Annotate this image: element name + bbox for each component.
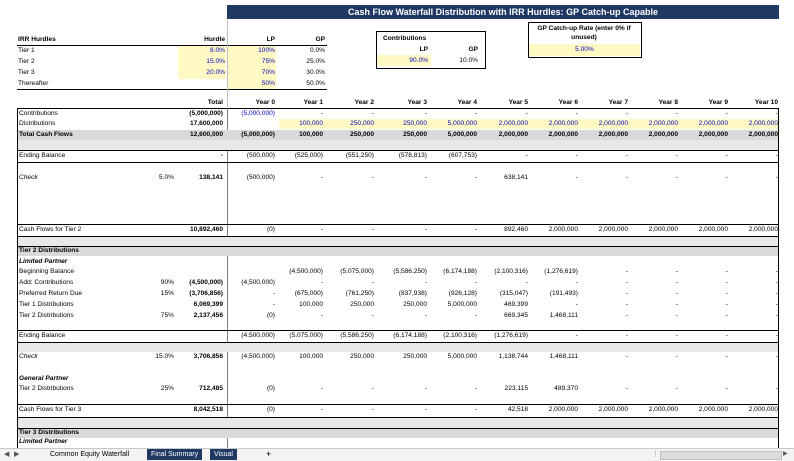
cell-ending2-3: (5,586,250) <box>340 332 374 339</box>
row-label-ending1: Ending Balance <box>19 152 66 159</box>
tier3-header-band <box>18 428 778 438</box>
row-label-prd: Preferred Return Due <box>19 290 83 297</box>
cell-t1d-10: - <box>725 301 728 308</box>
cell-total-7: 2,000,000 <box>548 131 578 138</box>
row-label-contrib: Contributions <box>19 110 58 117</box>
table-left-border <box>17 108 18 448</box>
cell-cft3-2: - <box>320 406 323 413</box>
cell-check1-8: - <box>625 174 628 181</box>
cell-prd-11: - <box>775 290 778 297</box>
cell-ending1-7: - <box>575 152 578 159</box>
cell-distrib-7: 2,000,000 <box>548 120 578 127</box>
cell-gpt2-11: - <box>775 385 778 392</box>
column-header: Year 7 <box>608 99 628 106</box>
cell-check2-4: 250,000 <box>403 353 427 360</box>
cell-distrib-3: 250,000 <box>350 120 374 127</box>
cell-cft2-4: - <box>424 226 427 233</box>
cell-cft2-8: 2,000,000 <box>598 226 628 233</box>
cell-check1-0: 138,141 <box>199 174 223 181</box>
cell-t1d-3: 250,000 <box>350 301 374 308</box>
row-pct-check1: 5.0% <box>158 174 174 181</box>
cell-addc-1: (4,500,000) <box>241 279 275 286</box>
column-header: Year 2 <box>354 99 374 106</box>
cell-check2-9: - <box>675 353 678 360</box>
contributions-lp-label: LP <box>419 46 428 53</box>
cell-check1-6: 638,141 <box>504 174 528 181</box>
cell-check2-3: 250,000 <box>350 353 374 360</box>
scroll-right-icon[interactable]: ▶ <box>783 451 788 457</box>
cell-gpt2-10: - <box>725 385 728 392</box>
cell-t1d-5: 5,000,000 <box>447 301 477 308</box>
cell-check2-0: 3,706,856 <box>193 353 223 360</box>
cell-distrib-9: 2,000,000 <box>648 120 678 127</box>
horizontal-scroll-dots-icon: ⋮ <box>652 451 659 458</box>
cell-ending2-10: - <box>725 332 728 339</box>
row-pct-gpt2: 25% <box>160 385 174 392</box>
hurdle-tier1-lp[interactable]: 100% <box>258 47 275 54</box>
cell-contrib-8: - <box>625 110 628 117</box>
cell-contrib-7: - <box>575 110 578 117</box>
cell-t2d-4: - <box>424 312 427 319</box>
cell-ending2-9: - <box>675 332 678 339</box>
cell-prd-5: (926,128) <box>448 290 477 297</box>
cell-addc-8: - <box>625 279 628 286</box>
hurdle-tier3-label: Tier 3 <box>18 69 35 76</box>
cell-cft2-6: 892,460 <box>504 226 528 233</box>
sheet-title: Cash Flow Waterfall Distribution with IRR Hurdles: GP Catch-up Capable <box>227 5 779 19</box>
cell-check2-10: - <box>725 353 728 360</box>
cell-begbal-3: (5,075,000) <box>340 268 374 275</box>
column-header-underline <box>17 108 779 109</box>
cell-gpt2-3: - <box>371 385 374 392</box>
row-label-cft3: Cash Flows for Tier 3 <box>19 406 82 413</box>
cell-total-10: 2,000,000 <box>698 131 728 138</box>
cell-begbal-10: - <box>725 268 728 275</box>
cell-gpt2-2: - <box>320 385 323 392</box>
tab-common-equity-waterfall[interactable]: Common Equity Waterfall <box>50 451 130 458</box>
cell-cft3-7: 2,000,000 <box>548 406 578 413</box>
cell-prd-10: - <box>725 290 728 297</box>
cell-check1-9: - <box>675 174 678 181</box>
cell-t2d-3: - <box>371 312 374 319</box>
hurdle-tier3-lp[interactable]: 70% <box>261 69 275 76</box>
cell-contrib-6: - <box>525 110 528 117</box>
contributions-label: Contributions <box>383 35 427 42</box>
cell-check2-6: 1,138,744 <box>498 353 528 360</box>
cell-cft3-10: 2,000,000 <box>698 406 728 413</box>
cell-ending1-6: - <box>525 152 528 159</box>
cell-check2-5: 5,000,000 <box>447 353 477 360</box>
cell-check1-2: - <box>320 174 323 181</box>
cell-check2-2: 100,000 <box>299 353 323 360</box>
column-header: Year 6 <box>558 99 578 106</box>
column-divider-year0-dark <box>227 108 228 448</box>
row-label-total: Total Cash Flows <box>19 131 73 138</box>
tier3-distributions-header: Tier 3 Distributions <box>19 429 79 436</box>
column-header: Year 8 <box>658 99 678 106</box>
cell-addc-6: - <box>525 279 528 286</box>
cell-check1-11: - <box>775 174 778 181</box>
cell-total-3: 250,000 <box>350 131 374 138</box>
cell-total-6: 2,000,000 <box>498 131 528 138</box>
column-header: Year 9 <box>708 99 728 106</box>
cell-total-0: 12,600,000 <box>189 131 223 138</box>
row-label-addc: Add: Contributions <box>19 279 74 286</box>
cell-distrib-10: 2,000,000 <box>698 120 728 127</box>
cell-addc-5: - <box>474 279 477 286</box>
cell-t2d-8: - <box>625 312 628 319</box>
row-label-check1: Check <box>19 174 38 181</box>
cell-t2d-10: - <box>725 312 728 319</box>
cell-cft2-2: - <box>320 226 323 233</box>
table-right-border <box>778 108 779 448</box>
cell-prd-8: - <box>625 290 628 297</box>
limited-partner-header-tier3: Limited Partner <box>19 438 68 445</box>
cell-contrib-2: - <box>320 110 323 117</box>
cell-prd-9: - <box>675 290 678 297</box>
cell-distrib-5: 5,000,000 <box>447 120 477 127</box>
cell-check1-1: (500,000) <box>246 174 275 181</box>
cell-total-8: 2,000,000 <box>598 131 628 138</box>
contributions-gp-label: GP <box>468 46 478 53</box>
column-header: Total <box>207 99 223 106</box>
spacer-band-4 <box>18 418 778 428</box>
add-sheet-icon[interactable]: + <box>266 449 272 459</box>
cell-t2d-2: - <box>320 312 323 319</box>
cell-distrib-6: 2,000,000 <box>498 120 528 127</box>
cell-ending1-5: (607,753) <box>448 152 477 159</box>
cell-total-9: 2,000,000 <box>648 131 678 138</box>
cell-addc-0: (4,500,000) <box>189 279 223 286</box>
cell-cft2-5: - <box>474 226 477 233</box>
cell-cft2-7: 2,000,000 <box>548 226 578 233</box>
cell-cft2-9: 2,000,000 <box>648 226 678 233</box>
hurdle-bottom-border <box>17 89 327 90</box>
cell-total-2: 100,000 <box>299 131 323 138</box>
cell-distrib-4: 250,000 <box>403 120 427 127</box>
cell-addc-3: - <box>371 279 374 286</box>
cell-contrib-9: - <box>675 110 678 117</box>
cell-t2d-7: 1,468,111 <box>549 312 578 319</box>
cell-distrib-2: 100,000 <box>299 120 323 127</box>
catchup-label <box>531 24 637 42</box>
cell-gpt2-7: 489,370 <box>554 385 578 392</box>
cell-total-1: (5,000,000) <box>241 131 275 138</box>
sep-cft2-top <box>17 224 779 225</box>
horizontal-scrollbar[interactable] <box>660 451 782 460</box>
cell-ending1-9: - <box>675 152 678 159</box>
tier2-header-band <box>18 246 778 256</box>
cell-check1-3: - <box>371 174 374 181</box>
cell-t1d-1: - <box>272 301 275 308</box>
cell-prd-0: (3,706,856) <box>189 290 223 297</box>
cell-begbal-11: - <box>775 268 778 275</box>
hurdle-thereafter-lp[interactable]: 50% <box>261 80 275 87</box>
cell-check2-11: - <box>775 353 778 360</box>
cell-ending2-6: (1,276,619) <box>494 332 528 339</box>
cell-check1-10: - <box>725 174 728 181</box>
row-label-t1d: Tier 1 Distributions <box>19 301 74 308</box>
cell-cft2-11: 2,000,000 <box>748 226 778 233</box>
cell-t1d-0: 6,069,399 <box>193 301 223 308</box>
cell-t1d-8: - <box>625 301 628 308</box>
hurdle-header-underline <box>17 45 327 46</box>
cell-ending1-1: (500,000) <box>246 152 275 159</box>
contributions-lp-value[interactable]: 90.0% <box>409 57 428 64</box>
spacer-band-3 <box>18 342 778 352</box>
cell-addc-2: - <box>320 279 323 286</box>
hurdles-header-hurdle: Hurdle <box>204 36 225 43</box>
cell-gpt2-1: (0) <box>266 385 275 392</box>
cell-ending1-4: (578,813) <box>398 152 427 159</box>
cell-t1d-4: 250,000 <box>403 301 427 308</box>
cell-ending1-2: (525,000) <box>294 152 323 159</box>
cell-contrib-11: - <box>775 110 778 117</box>
cell-t1d-2: 100,000 <box>299 301 323 308</box>
cell-ending1-8: - <box>625 152 628 159</box>
cell-cft3-9: 2,000,000 <box>648 406 678 413</box>
cell-begbal-6: (2,100,316) <box>494 268 528 275</box>
cell-contrib-4: - <box>424 110 427 117</box>
row-label-distrib: Distributions <box>19 120 56 127</box>
hurdle-tier2-label: Tier 2 <box>18 58 35 65</box>
sep-cft3-top <box>17 404 779 405</box>
cell-gpt2-0: 712,485 <box>199 385 223 392</box>
limited-partner-header: Limited Partner <box>19 258 68 265</box>
row-label-gpt2: Tier 2 Distributions <box>19 385 74 392</box>
hurdle-tier3-rate[interactable]: 20.0% <box>206 69 225 76</box>
row-pct-check2: 15.0% <box>155 353 174 360</box>
cell-ending1-0: - <box>220 152 223 159</box>
tab-scroll-left-icon[interactable]: ◀ <box>4 451 10 458</box>
sep-cft2-bottom <box>17 236 779 237</box>
row-pct-addc: 90% <box>160 279 174 286</box>
hurdle-thereafter-label: Thereafter <box>18 80 49 87</box>
cell-check2-8: - <box>625 353 628 360</box>
cell-cft3-8: 2,000,000 <box>598 406 628 413</box>
spacer-band-2 <box>18 236 778 246</box>
catchup-label-text: GP Catch-up Rate (enter 0% if unused) <box>537 25 631 41</box>
cell-gpt2-8: - <box>625 385 628 392</box>
cell-t1d-6: 469,399 <box>504 301 528 308</box>
tab-final-summary[interactable]: Final Summary <box>147 449 202 460</box>
cell-gpt2-4: - <box>424 385 427 392</box>
contributions-gp-value: 10.0% <box>459 57 478 64</box>
row-label-cft2: Cash Flows for Tier 2 <box>19 226 82 233</box>
cell-cft3-11: 2,000,000 <box>748 406 778 413</box>
cell-addc-10: - <box>725 279 728 286</box>
column-header: Year 10 <box>754 99 778 106</box>
cell-prd-7: (191,493) <box>549 290 578 297</box>
hurdle-tier3-gp: 30.0% <box>306 69 325 76</box>
cell-begbal-9: - <box>675 268 678 275</box>
cell-begbal-2: (4,500,000) <box>289 268 323 275</box>
cell-cft3-0: 8,042,518 <box>193 406 223 413</box>
cell-prd-6: (315,047) <box>499 290 528 297</box>
cell-distrib-8: 2,000,000 <box>598 120 628 127</box>
cell-t2d-6: 669,345 <box>504 312 528 319</box>
cell-cft2-10: 2,000,000 <box>698 226 728 233</box>
cell-ending2-4: (6,174,188) <box>393 332 427 339</box>
cell-cft3-6: 42,518 <box>507 406 528 413</box>
cell-begbal-5: (6,174,188) <box>443 268 477 275</box>
cell-contrib-5: - <box>474 110 477 117</box>
cell-total-11: 2,000,000 <box>748 131 778 138</box>
cell-contrib-1: (5,000,000) <box>241 110 275 117</box>
sep-ending1-top <box>17 150 779 151</box>
column-header: Year 3 <box>407 99 427 106</box>
cell-begbal-7: (1,276,619) <box>544 268 578 275</box>
tab-scroll-right-icon[interactable]: ▶ <box>14 451 20 458</box>
cell-distrib-0: 17,600,000 <box>189 120 223 127</box>
cell-addc-9: - <box>675 279 678 286</box>
cell-cft3-5: - <box>474 406 477 413</box>
cell-cft3-3: - <box>371 406 374 413</box>
cell-prd-2: (675,000) <box>294 290 323 297</box>
cell-t1d-7: - <box>575 301 578 308</box>
cell-cft3-4: - <box>424 406 427 413</box>
catchup-value[interactable]: 5.00% <box>575 46 594 53</box>
cell-check2-1: (4,500,000) <box>241 353 275 360</box>
sep-cft3-bottom <box>17 417 779 418</box>
cell-begbal-8: - <box>625 268 628 275</box>
cell-t2d-11: - <box>775 312 778 319</box>
cell-addc-4: - <box>424 279 427 286</box>
cell-ending1-3: (551,250) <box>345 152 374 159</box>
sep-tier2-top <box>17 246 779 247</box>
cell-distrib-11: 2,000,000 <box>748 120 778 127</box>
cell-ending1-10: - <box>725 152 728 159</box>
sep-ending2-bottom <box>17 342 779 343</box>
cell-contrib-3: - <box>371 110 374 117</box>
cell-check1-7: - <box>575 174 578 181</box>
cell-check1-5: - <box>474 174 477 181</box>
hurdle-tier1-rate[interactable]: 8.0% <box>209 47 225 54</box>
cell-cft2-1: (0) <box>266 226 275 233</box>
row-label-t2d: Tier 2 Distributions <box>19 312 74 319</box>
cell-ending1-11: - <box>775 152 778 159</box>
cell-t2d-5: - <box>474 312 477 319</box>
sep-ending2-top <box>17 330 779 331</box>
cell-ending2-11: - <box>775 332 778 339</box>
cell-t2d-0: 2,137,456 <box>193 312 223 319</box>
hurdle-tier2-rate[interactable]: 15.0% <box>206 58 225 65</box>
hurdle-thereafter-gp: 50.0% <box>306 80 325 87</box>
cell-total-5: 5,000,000 <box>447 131 477 138</box>
cell-addc-11: - <box>775 279 778 286</box>
cell-t2d-1: (0) <box>266 312 275 319</box>
cell-t2d-9: - <box>675 312 678 319</box>
cell-check2-7: 1,468,111 <box>549 353 578 360</box>
cell-check1-4: - <box>424 174 427 181</box>
hurdle-tier2-gp: 25.0% <box>306 58 325 65</box>
cell-prd-3: (761,250) <box>345 290 374 297</box>
tier2-distributions-header: Tier 2 Distributions <box>19 247 79 254</box>
cell-contrib-0: (5,000,000) <box>189 110 223 117</box>
cell-gpt2-5: - <box>474 385 477 392</box>
column-header: Year 5 <box>508 99 528 106</box>
cell-contrib-10: - <box>725 110 728 117</box>
hurdles-header-gp: GP <box>315 36 325 43</box>
row-pct-prd: 15% <box>160 290 174 297</box>
row-label-begbal: Beginning Balance <box>19 268 74 275</box>
hurdles-header-lp: LP <box>266 36 275 43</box>
sep-ending1-bottom <box>17 162 779 163</box>
row-pct-t2d: 75% <box>160 312 174 319</box>
column-header: Year 1 <box>303 99 323 106</box>
cell-gpt2-9: - <box>675 385 678 392</box>
cell-prd-1: - <box>272 290 275 297</box>
cell-ending2-1: (4,500,000) <box>241 332 275 339</box>
cell-total-4: 250,000 <box>403 131 427 138</box>
cell-ending2-2: (5,075,000) <box>289 332 323 339</box>
cell-t1d-9: - <box>675 301 678 308</box>
hurdle-tier1-gp: 0.0% <box>309 47 325 54</box>
hurdle-tier1-label: Tier 1 <box>18 47 35 54</box>
cell-ending2-7: - <box>575 332 578 339</box>
row-label-ending2: Ending Balance <box>19 332 66 339</box>
general-partner-header: General Partner <box>19 375 69 382</box>
cell-cft2-3: - <box>371 226 374 233</box>
hurdle-tier2-lp[interactable]: 75% <box>261 58 275 65</box>
cell-gpt2-6: 223,115 <box>504 385 528 392</box>
tab-visual[interactable]: Visual <box>210 449 237 460</box>
hurdles-header-label: IRR Hurdles <box>18 36 56 43</box>
spacer-band-1 <box>18 140 778 150</box>
cell-prd-4: (837,938) <box>398 290 427 297</box>
sep-tier3-top <box>17 428 779 429</box>
cell-cft2-0: 10,892,460 <box>189 226 223 233</box>
cell-t1d-11: - <box>775 301 778 308</box>
row-label-check2: Check <box>19 353 38 360</box>
cell-addc-7: - <box>575 279 578 286</box>
cell-begbal-4: (5,586,250) <box>393 268 427 275</box>
cell-ending2-5: (2,100,316) <box>443 332 477 339</box>
cell-ending2-8: - <box>625 332 628 339</box>
column-header: Year 4 <box>457 99 477 106</box>
cell-cft3-1: (0) <box>266 406 275 413</box>
column-header: Year 0 <box>255 99 275 106</box>
